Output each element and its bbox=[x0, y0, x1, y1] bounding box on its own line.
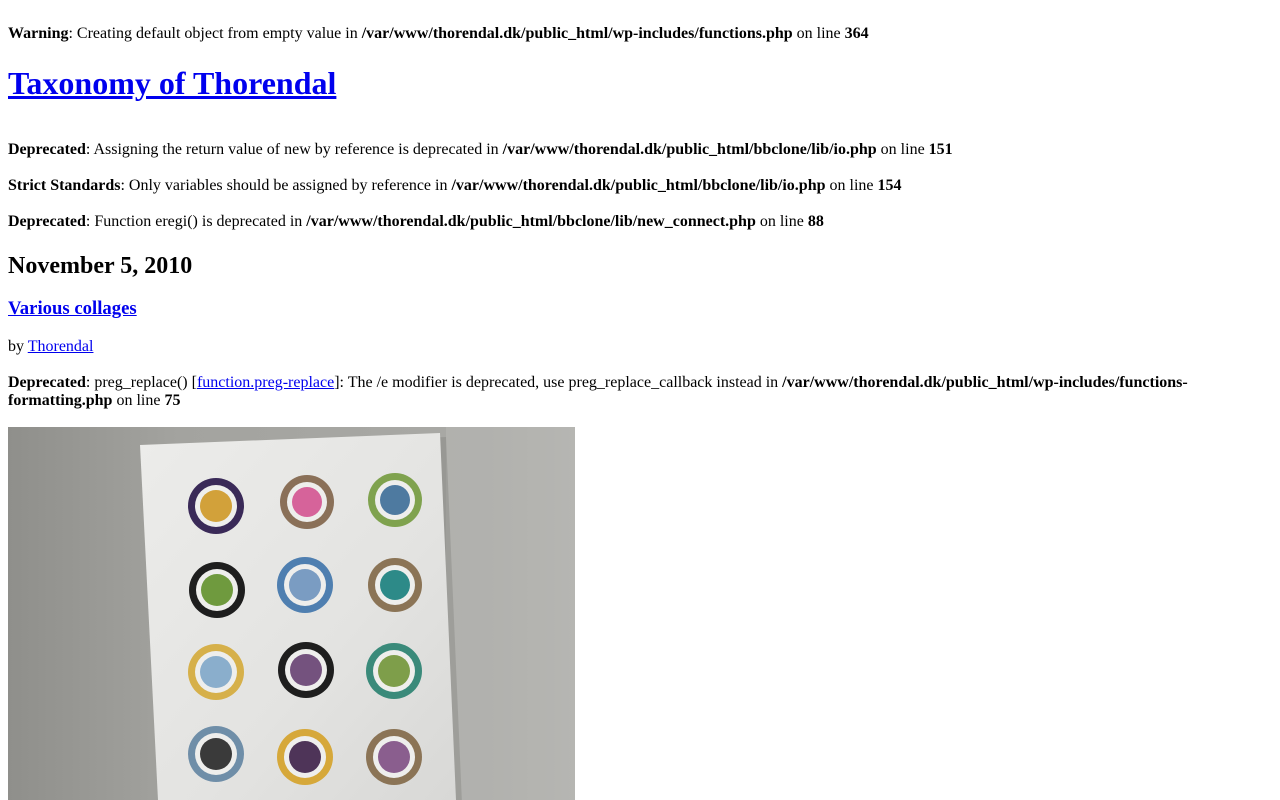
site-title bbox=[8, 62, 336, 104]
php-deprecated-notice-preg bbox=[8, 374, 1263, 410]
author-link[interactable]: Thorendal bbox=[27, 338, 94, 355]
notice-on-line: on line bbox=[825, 177, 878, 194]
notice-on-line: on line bbox=[792, 25, 845, 42]
notice-message: : preg_replace() [ bbox=[85, 374, 197, 391]
notice-line: 364 bbox=[844, 25, 869, 42]
byline-label: by bbox=[8, 338, 28, 355]
notice-level: Warning bbox=[8, 25, 69, 42]
collage-image[interactable] bbox=[8, 427, 575, 800]
post-date-heading: November 5, 2010 bbox=[8, 253, 193, 279]
notice-message: : Only variables should be assigned by reference in bbox=[120, 177, 452, 194]
php-warning-notice bbox=[8, 25, 1263, 43]
notice-level: Deprecated bbox=[8, 213, 86, 230]
notice-level: Strict Standards bbox=[8, 177, 121, 194]
notice-file: /var/www/thorendal.dk/public_html/bbclone/lib/io.php bbox=[451, 177, 826, 194]
collage-photo bbox=[8, 427, 575, 800]
notice-on-line: on line bbox=[755, 213, 808, 230]
notice-file: /var/www/thorendal.dk/public_html/bbclone/lib/io.php bbox=[502, 141, 877, 158]
php-deprecated-notice-io bbox=[8, 141, 1263, 159]
notice-message: : Assigning the return value of new by reference is deprecated in bbox=[85, 141, 503, 158]
post-title bbox=[8, 298, 137, 320]
notice-message: : Creating default object from empty value in bbox=[68, 25, 362, 42]
notice-line: 154 bbox=[877, 177, 902, 194]
php-strict-notice-io bbox=[8, 177, 1263, 195]
php-deprecated-notice-connect bbox=[8, 213, 1263, 231]
notice-file: /var/www/thorendal.dk/public_html/wp-includes/functions-formatting.php bbox=[8, 374, 1188, 409]
notice-level: Deprecated bbox=[8, 374, 86, 391]
function-doc-link[interactable]: function.preg-replace bbox=[196, 374, 335, 391]
notice-line: 88 bbox=[807, 213, 824, 230]
post-title-link[interactable]: Various collages bbox=[8, 298, 137, 319]
notice-line: 75 bbox=[164, 392, 181, 409]
notice-file: /var/www/thorendal.dk/public_html/bbclone/lib/new_connect.php bbox=[306, 213, 756, 230]
notice-level: Deprecated bbox=[8, 141, 86, 158]
notice-file: /var/www/thorendal.dk/public_html/wp-includes/functions.php bbox=[361, 25, 793, 42]
notice-message-cont: ]: The /e modifier is deprecated, use preg_replace_callback instead in bbox=[334, 374, 783, 391]
site-title-link[interactable]: Taxonomy of Thorendal bbox=[8, 65, 337, 101]
notice-on-line: on line bbox=[112, 392, 165, 409]
notice-on-line: on line bbox=[876, 141, 929, 158]
notice-message: : Function eregi() is deprecated in bbox=[85, 213, 307, 230]
notice-line: 151 bbox=[928, 141, 953, 158]
post-byline bbox=[8, 338, 93, 356]
